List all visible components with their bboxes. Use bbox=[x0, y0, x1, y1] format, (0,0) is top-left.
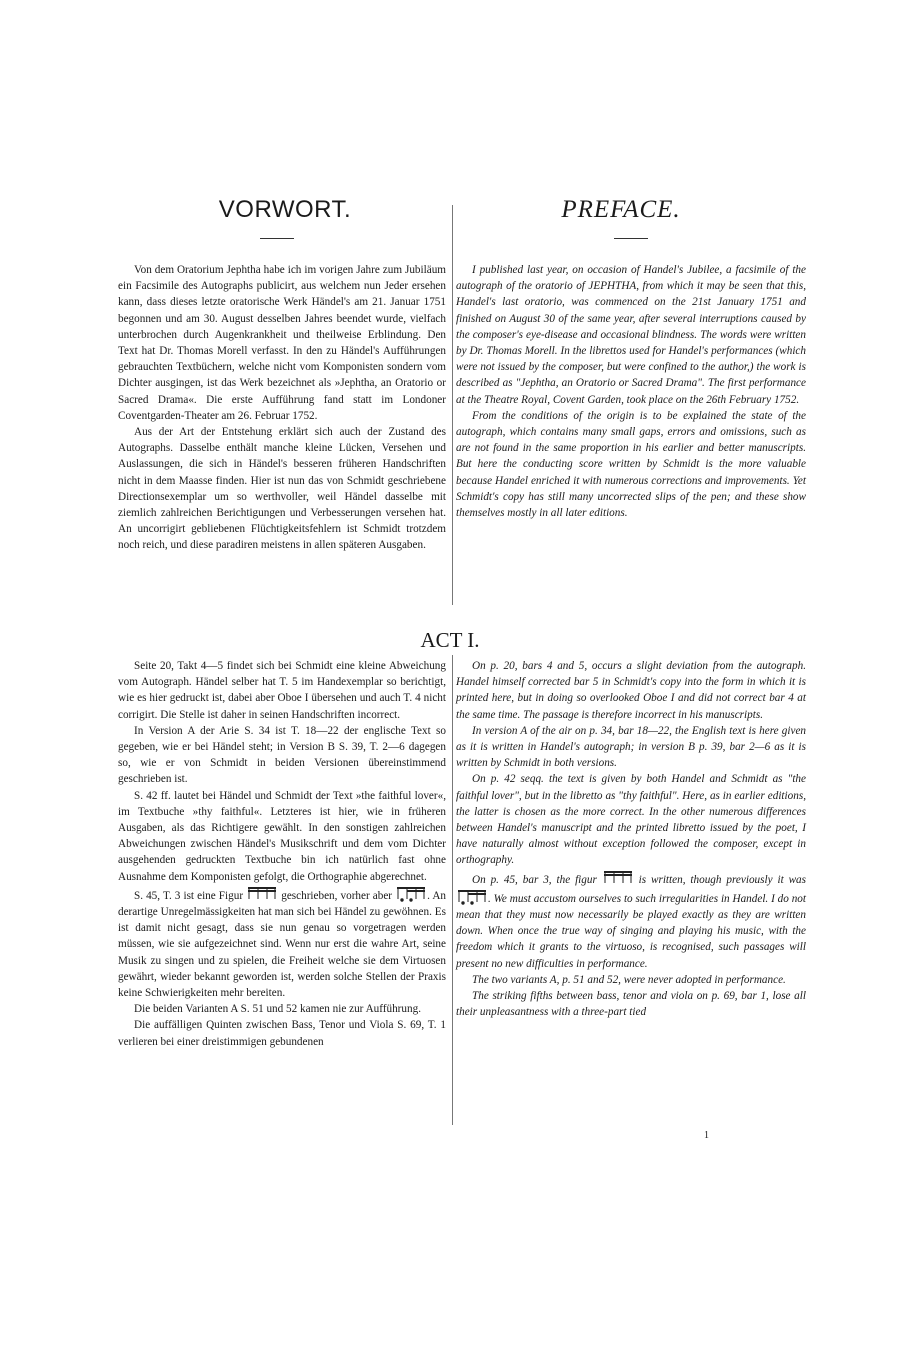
act-heading: ACT I. bbox=[420, 628, 480, 652]
act-english-column bbox=[456, 658, 806, 1020]
column-divider-bottom bbox=[452, 655, 453, 1125]
act-de-paragraph: In Version A der Arie S. 34 ist T. 18—22 der englische Text so gegeben, wie er bei Händel steht; in Version B S. 39, T. 2—6 dagegen so, wie er von Schmidt in beiden Versionen übereinstimmend geschrieben ist. bbox=[118, 724, 446, 786]
preface-de-paragraph: Aus der Art der Entstehung erklärt sich auch der Zustand des Autographs. Dasselbe enthält manche kleine Lücken, Versehen und Auslassungen, die sich in Händel's besseren früheren Handschriften nicht in dem Maasse finden. Hier ist nun das von Schmidt geschriebene Directionsexemplar um so werthvoller, weil Händel dasselbe mit ziemlich zahlreichen Berichtigungen und Verbesserungen versehen hat. An uncorrigirt gebliebenen Flüchtigkeitsfehlern ist Schmidt trotzdem noch reich, und diese paradiren meistens in allen späteren Ausgaben. bbox=[118, 426, 446, 552]
page-number: 1 bbox=[704, 1130, 709, 1141]
act-en-paragraph: The two variants A, p. 51 and 52, were never adopted in performance. bbox=[472, 973, 786, 986]
dotted-note-figure-icon bbox=[395, 885, 427, 903]
text-run: geschrieben, vorher aber bbox=[281, 889, 393, 902]
vorwort-heading: VORWORT. bbox=[218, 196, 352, 223]
act-german-column bbox=[118, 658, 446, 1050]
act-en-paragraph: On p. 20, bars 4 and 5, occurs a slight deviation from the autograph. Handel himself corrected bar 5 in Schmidt's copy into the form in which it is printed here, but in doing so overlooked Oboe I and did not correct bar 4 at the same time. The passage is therefore incorrect in his manuscripts. bbox=[456, 660, 806, 721]
text-run: . We must accustom ourselves to such irregularities in Handel. I do not mean that they must now necessarily be played exactly as they are written down. When once the true way of singing and playing his music, with the freedom which it grants to the virtuoso, is recognised, such passages will present no new difficulties in performance. bbox=[456, 892, 806, 970]
text-run: is written, though previously it was bbox=[638, 873, 807, 886]
act-en-paragraph bbox=[456, 869, 806, 972]
act-en-paragraph: In version A of the air on p. 34, bar 18—22, the English text is here given as it is written in Handel's autograph; in version B p. 39, bar 2—6 as it is written by Schmidt in both versions. bbox=[456, 724, 806, 770]
dotted-note-figure-icon bbox=[456, 888, 488, 906]
sixteenth-note-figure-icon bbox=[246, 885, 278, 903]
preface-german-column bbox=[118, 262, 446, 554]
text-run: . An derartige Unregelmässigkeiten hat man sich bei Händel zu gewöhnen. Es ist damit nicht gesagt, dass sie nun genau so vorgetragen werden müssen, wie sie aufgezeichnet sind. Wenn nur erst die wahre Art, seine Musik zu singen und zu spielen, die Freiheit welche sie dem Virtuosen gewährt, wieder bekannt geworden ist, werden solche Stellen der Praxis keine Schwierigkeiten mehr bereiten. bbox=[118, 889, 447, 1000]
act-de-paragraph bbox=[118, 885, 446, 1001]
act-de-paragraph: Die auffälligen Quinten zwischen Bass, Tenor und Viola S. 69, T. 1 verlieren bei einer dreistimmigen gebundenen bbox=[118, 1019, 446, 1048]
preface-english-column bbox=[456, 262, 806, 521]
preface-en-paragraph: From the conditions of the origin is to be explained the state of the autograph, which contains many small gaps, errors and omissions, such as are not found in the same proportion in his earlier and better manuscripts. But here the conducting score written by Schmidt is the more valuable because Handel enriched it with numerous corrections and improvements. Yet Schmidt's copy has still many uncorrected slips of the pen; and these show themselves mostly in all later editions. bbox=[456, 409, 806, 520]
heading-rule-en bbox=[614, 238, 648, 239]
column-divider-top bbox=[452, 205, 453, 605]
preface-en-paragraph: I published last year, on occasion of Handel's Jubilee, a facsimile of the autograph of the oratorio of JEPHTHA, from which it may be seen that this, Handel's last oratorio, was commenced on the 21st January 1751 and finished on August 30 of the same year, after several interruptions caused by the composer's eye-disease and occasional blindness. The words were written by Dr. Thomas Morell. In the librettos used for Handel's performances (which were not issued by the composer, but were confined to the author,) the work is described as "Jephtha, an Oratorio or Sacred Drama". The first performance at the Theatre Royal, Covent Garden, took place on the 26th February 1752. bbox=[456, 264, 806, 406]
act-de-paragraph: Die beiden Varianten A S. 51 und 52 kamen nie zur Aufführung. bbox=[134, 1003, 421, 1016]
heading-rule-de bbox=[260, 238, 294, 239]
preface-heading: PREFACE. bbox=[561, 196, 681, 223]
preface-de-paragraph: Von dem Oratorium Jephtha habe ich im vorigen Jahre zum Jubiläum ein Facsimile des Autographs publicirt, aus welchem nun Jeder ersehen kann, dass dieses letzte oratorische Werk Händel's am 21. Januar 1751 begonnen und am 30. August desselben Jahres beendet wurde, vielfach unterbrochen durch Augenkrankheit und theilweise Erblindung. Den Text hat Dr. Thomas Morell verfasst. In den zu Händel's Aufführungen gebrauchten Textbüchern, welche nicht vom Komponisten sondern vom Dichter ausgingen, ist das Werk bezeichnet als »Jephtha, an Oratorio or Sacred Drama«. Die erste Aufführung fand statt im Londoner Coventgarden-Theater am 26. Februar 1752. bbox=[118, 264, 446, 422]
sixteenth-note-figure-icon bbox=[602, 869, 634, 887]
act-en-paragraph: On p. 42 seqq. the text is given by both Handel and Schmidt as "the faithful lover", but in the libretto as "thy faithful". Here, as in earlier editions, the latter is chosen as the more correct. In the other numerous differences between Handel's manuscript and the printed libretto issued by the poet, I have naturally almost without exception followed the composer, except in orthography. bbox=[456, 773, 806, 867]
act-de-paragraph: S. 42 ff. lautet bei Händel und Schmidt der Text »the faithful lover«, im Textbuche »thy faithful«. Letzteres ist hier, wie in früheren Ausgaben, als das Richtigere gewählt. In den sonstigen zahlreichen Abweichungen zwischen Händel's Musikschrift und dem vom Dichter ausgehenden gedruckten Textbuche bin ich natürlich fast ohne Ausnahme dem Komponisten gefolgt, die Orthographie abgerechnet. bbox=[118, 789, 446, 883]
text-run: On p. 45, bar 3, the figur bbox=[472, 873, 597, 886]
text-run: S. 45, T. 3 ist eine Figur bbox=[134, 889, 244, 902]
act-en-paragraph: The striking fifths between bass, tenor and viola on p. 69, bar 1, lose all their unpleasantness with a three-part tied bbox=[456, 990, 806, 1019]
act-de-paragraph: Seite 20, Takt 4—5 findet sich bei Schmidt eine kleine Abweichung vom Autograph. Händel selber hat T. 5 im Handexemplar so berichtigt, wie es hier gedruckt ist, dabei aber Oboe I übersehen und auch T. 4 nicht corrigirt. Die Stelle ist daher in seinen Handschriften incorrect. bbox=[118, 660, 446, 721]
